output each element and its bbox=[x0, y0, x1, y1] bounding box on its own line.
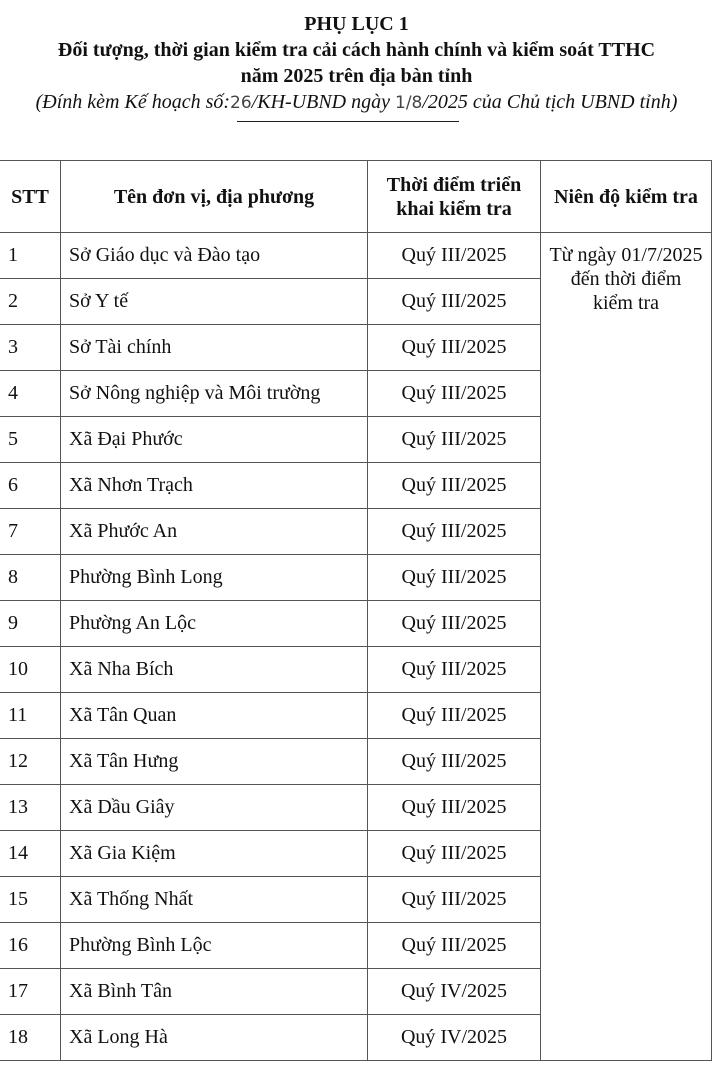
unit-cell: Phường Bình Long bbox=[61, 555, 368, 601]
header-unit: Tên đơn vị, địa phương bbox=[61, 161, 368, 233]
note-suffix: /2025 của Chủ tịch UBND tỉnh) bbox=[422, 91, 678, 113]
time-cell: Quý IV/2025 bbox=[368, 969, 541, 1015]
unit-cell: Phường An Lộc bbox=[61, 601, 368, 647]
unit-cell: Xã Long Hà bbox=[61, 1015, 368, 1061]
stt-cell: 14 bbox=[0, 831, 61, 877]
appendix-title: PHỤ LỤC 1 bbox=[304, 13, 409, 35]
document-title: Đối tượng, thời gian kiểm tra cải cách hành chính và kiểm soát TTHC bbox=[57, 39, 656, 61]
unit-cell: Xã Gia Kiệm bbox=[61, 831, 368, 877]
stt-cell: 1 bbox=[0, 233, 61, 279]
time-cell: Quý III/2025 bbox=[368, 693, 541, 739]
unit-cell: Xã Phước An bbox=[61, 509, 368, 555]
note-prefix: (Đính kèm Kế hoạch số: bbox=[35, 91, 231, 113]
stt-cell: 15 bbox=[0, 877, 61, 923]
document-title-line2: năm 2025 trên địa bàn tỉnh bbox=[240, 65, 473, 87]
stt-cell: 11 bbox=[0, 693, 61, 739]
stt-cell: 18 bbox=[0, 1015, 61, 1061]
unit-cell: Phường Bình Lộc bbox=[61, 923, 368, 969]
time-cell: Quý III/2025 bbox=[368, 555, 541, 601]
unit-cell: Sở Nông nghiệp và Môi trường bbox=[61, 371, 368, 417]
stt-cell: 8 bbox=[0, 555, 61, 601]
time-cell: Quý III/2025 bbox=[368, 785, 541, 831]
stt-cell: 3 bbox=[0, 325, 61, 371]
time-cell: Quý III/2025 bbox=[368, 233, 541, 279]
time-cell: Quý III/2025 bbox=[368, 417, 541, 463]
time-cell: Quý III/2025 bbox=[368, 463, 541, 509]
unit-cell: Xã Nha Bích bbox=[61, 647, 368, 693]
stt-cell: 16 bbox=[0, 923, 61, 969]
unit-cell: Xã Thống Nhất bbox=[61, 877, 368, 923]
time-cell: Quý IV/2025 bbox=[368, 1015, 541, 1061]
stt-cell: 2 bbox=[0, 279, 61, 325]
stt-cell: 6 bbox=[0, 463, 61, 509]
time-cell: Quý III/2025 bbox=[368, 325, 541, 371]
unit-cell: Xã Đại Phước bbox=[61, 417, 368, 463]
time-cell: Quý III/2025 bbox=[368, 279, 541, 325]
stt-cell: 10 bbox=[0, 647, 61, 693]
time-cell: Quý III/2025 bbox=[368, 371, 541, 417]
unit-cell: Xã Nhơn Trạch bbox=[61, 463, 368, 509]
unit-cell: Xã Dầu Giây bbox=[61, 785, 368, 831]
time-cell: Quý III/2025 bbox=[368, 601, 541, 647]
attachment-note bbox=[0, 90, 713, 115]
unit-cell: Xã Tân Quan bbox=[61, 693, 368, 739]
divider bbox=[237, 121, 459, 122]
plan-day: 1/ bbox=[395, 93, 412, 113]
plan-month: 8 bbox=[411, 93, 423, 113]
stt-cell: 13 bbox=[0, 785, 61, 831]
stt-cell: 9 bbox=[0, 601, 61, 647]
unit-cell: Xã Bình Tân bbox=[61, 969, 368, 1015]
note-mid: /KH-UBND ngày bbox=[251, 91, 395, 113]
time-cell: Quý III/2025 bbox=[368, 739, 541, 785]
time-cell: Quý III/2025 bbox=[368, 923, 541, 969]
stt-cell: 12 bbox=[0, 739, 61, 785]
stt-cell: 5 bbox=[0, 417, 61, 463]
time-cell: Quý III/2025 bbox=[368, 877, 541, 923]
time-cell: Quý III/2025 bbox=[368, 831, 541, 877]
unit-cell: Xã Tân Hưng bbox=[61, 739, 368, 785]
header-time: Thời điểm triển khai kiểm tra bbox=[368, 161, 541, 233]
header-period: Niên độ kiểm tra bbox=[541, 161, 712, 233]
table-row bbox=[0, 233, 712, 279]
stt-cell: 4 bbox=[0, 371, 61, 417]
unit-cell: Sở Y tế bbox=[61, 279, 368, 325]
unit-cell: Sở Giáo dục và Đào tạo bbox=[61, 233, 368, 279]
stt-cell: 17 bbox=[0, 969, 61, 1015]
time-cell: Quý III/2025 bbox=[368, 647, 541, 693]
unit-cell: Sở Tài chính bbox=[61, 325, 368, 371]
time-cell: Quý III/2025 bbox=[368, 509, 541, 555]
header-stt: STT bbox=[0, 161, 61, 233]
inspection-table bbox=[0, 160, 712, 1061]
plan-number: 26 bbox=[230, 93, 252, 113]
stt-cell: 7 bbox=[0, 509, 61, 555]
period-cell: Từ ngày 01/7/2025 đến thời điểm kiểm tra bbox=[541, 233, 712, 1061]
